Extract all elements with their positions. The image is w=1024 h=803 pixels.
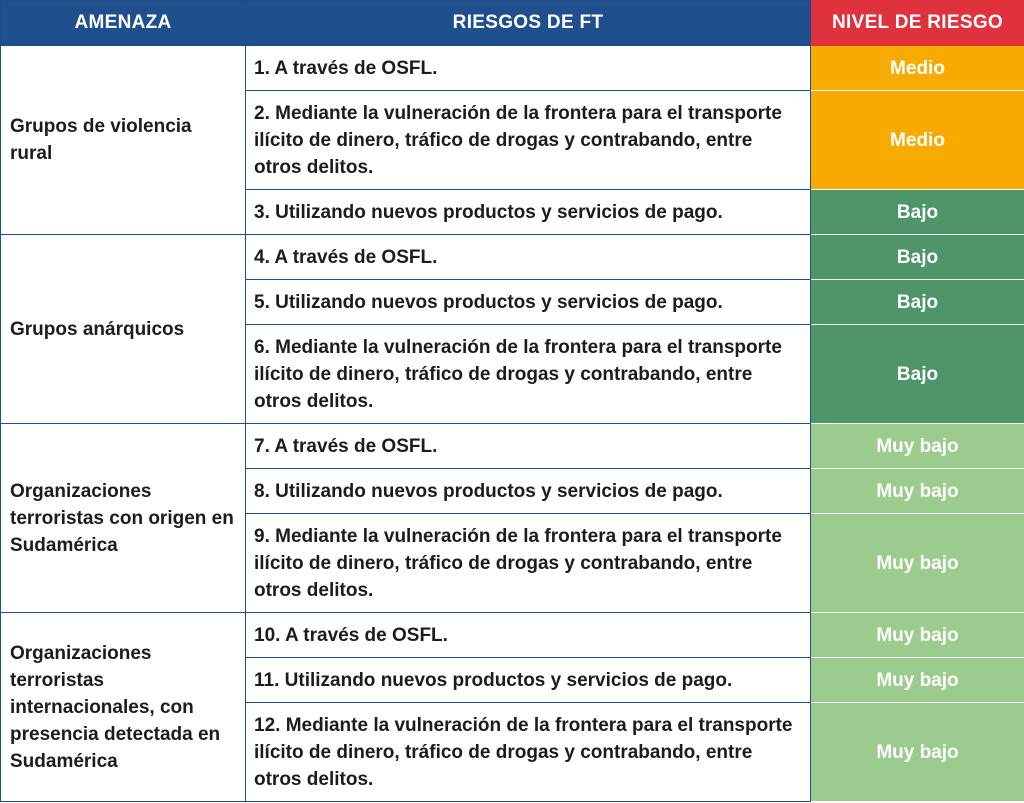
header-amenaza: AMENAZA bbox=[1, 1, 246, 46]
risk-level-badge: Muy bajo bbox=[811, 424, 1024, 469]
risk-cell: 5. Utilizando nuevos productos y servicios de pago. bbox=[246, 280, 811, 325]
header-row bbox=[1, 1, 1024, 46]
risk-level-badge: Muy bajo bbox=[811, 703, 1024, 802]
risk-level-badge: Bajo bbox=[811, 235, 1024, 280]
table-row bbox=[1, 613, 1024, 658]
risk-cell: 8. Utilizando nuevos productos y servicios de pago. bbox=[246, 469, 811, 514]
risk-level-badge: Bajo bbox=[811, 190, 1024, 235]
risk-level-badge: Muy bajo bbox=[811, 469, 1024, 514]
risk-cell: 11. Utilizando nuevos productos y servicios de pago. bbox=[246, 658, 811, 703]
risk-cell: 2. Mediante la vulneración de la frontera para el transporte ilícito de dinero, tráfico de drogas y contrabando, entre otros delitos. bbox=[246, 91, 811, 190]
table-row bbox=[1, 235, 1024, 280]
risk-cell: 12. Mediante la vulneración de la frontera para el transporte ilícito de dinero, tráfico de drogas y contrabando, entre otros delitos. bbox=[246, 703, 811, 802]
threat-cell: Grupos de violencia rural bbox=[1, 46, 246, 235]
table-row bbox=[1, 46, 1024, 91]
header-riesgos: RIESGOS DE FT bbox=[246, 1, 811, 46]
risk-cell: 10. A través de OSFL. bbox=[246, 613, 811, 658]
risk-level-badge: Medio bbox=[811, 46, 1024, 91]
threat-cell: Grupos anárquicos bbox=[1, 235, 246, 424]
risk-level-badge: Muy bajo bbox=[811, 658, 1024, 703]
risk-level-badge: Muy bajo bbox=[811, 613, 1024, 658]
risk-level-badge: Muy bajo bbox=[811, 514, 1024, 613]
risk-cell: 9. Mediante la vulneración de la frontera para el transporte ilícito de dinero, tráfico de drogas y contrabando, entre otros delitos. bbox=[246, 514, 811, 613]
risk-level-badge: Medio bbox=[811, 91, 1024, 190]
risk-level-badge: Bajo bbox=[811, 280, 1024, 325]
header-nivel: NIVEL DE RIESGO bbox=[811, 1, 1024, 46]
risk-cell: 1. A través de OSFL. bbox=[246, 46, 811, 91]
table-row bbox=[1, 424, 1024, 469]
risk-cell: 3. Utilizando nuevos productos y servicios de pago. bbox=[246, 190, 811, 235]
threat-cell: Organizaciones terroristas internacionales, con presencia detectada en Sudamérica bbox=[1, 613, 246, 802]
risk-cell: 6. Mediante la vulneración de la frontera para el transporte ilícito de dinero, tráfico de drogas y contrabando, entre otros delitos. bbox=[246, 325, 811, 424]
threat-cell: Organizaciones terroristas con origen en Sudamérica bbox=[1, 424, 246, 613]
risk-cell: 7. A través de OSFL. bbox=[246, 424, 811, 469]
risk-cell: 4. A través de OSFL. bbox=[246, 235, 811, 280]
risk-level-badge: Bajo bbox=[811, 325, 1024, 424]
